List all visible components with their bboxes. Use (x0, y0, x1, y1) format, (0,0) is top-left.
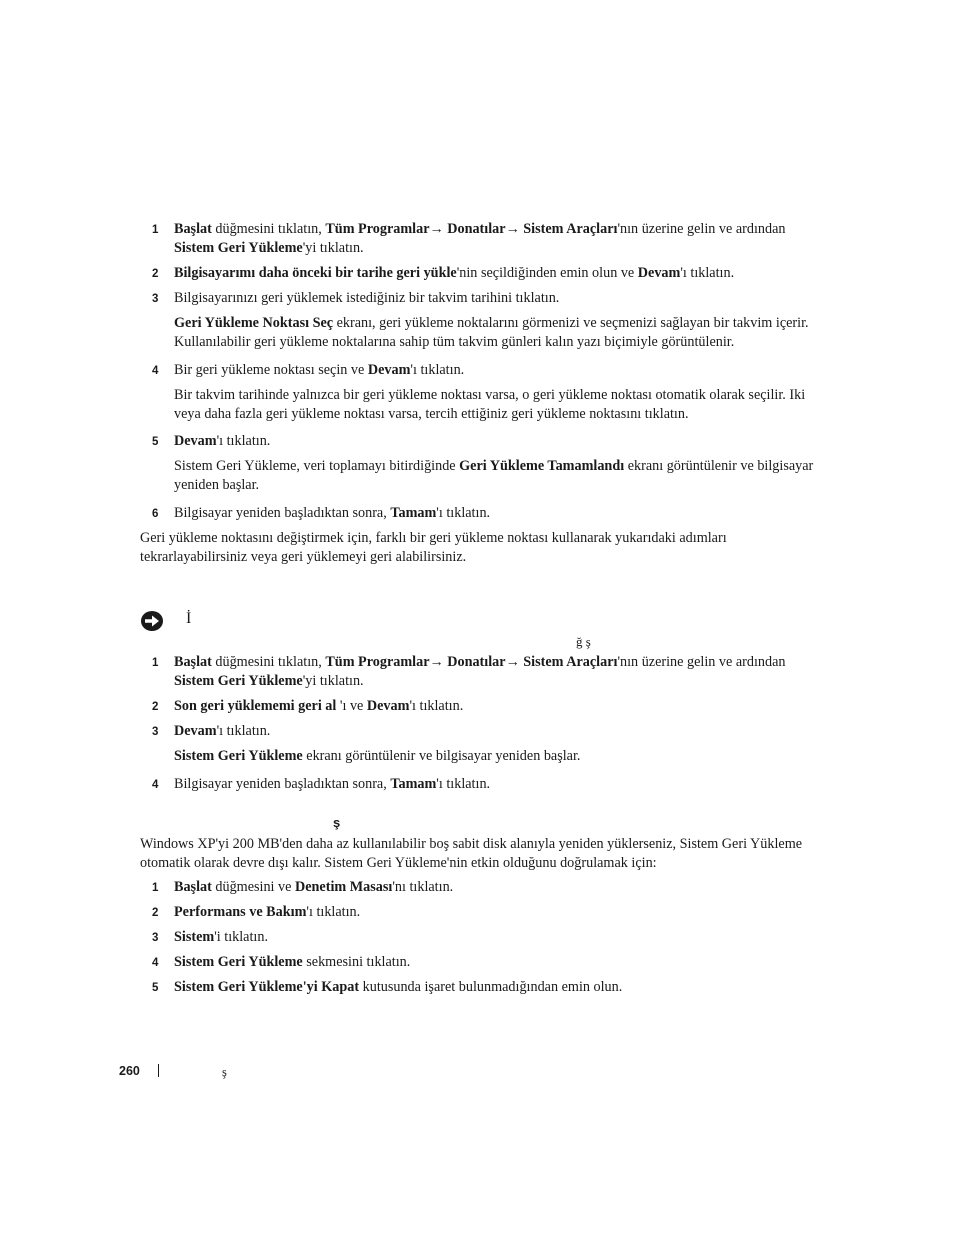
text-run: ekranı görüntülenir ve bilgisayar yeniden başlar. (302, 748, 581, 764)
bold-term: Sistem Araçları (523, 221, 618, 237)
section-heading-fragment: ş (333, 815, 341, 830)
bold-term: Sistem Araçları (523, 654, 618, 670)
text-run: 'i tıklatın. (214, 929, 268, 945)
text-run: ekranı görüntülenir ve bilgisayar yeniden başlar. (174, 458, 814, 493)
text-run: 'ı tıklatın. (436, 776, 491, 792)
list1-note-4 (174, 386, 824, 424)
bold-term: Son geri yüklememi geri al (174, 698, 340, 714)
item-number: 4 (152, 365, 159, 377)
bold-term: Başlat (174, 654, 212, 670)
item-text (174, 653, 820, 691)
list1-note-5 (174, 457, 824, 495)
text-run: düğmesini ve (211, 879, 295, 895)
text-run: → (505, 221, 524, 237)
bold-term: Performans ve Bakım (174, 904, 307, 920)
item-number: 5 (152, 436, 159, 448)
item-number: 1 (152, 882, 159, 894)
bold-term: Donatılar (447, 221, 506, 237)
bold-term: Sistem Geri Yükleme (174, 748, 303, 764)
notice-heading: İ (186, 610, 192, 627)
text-run: 'ı ve (339, 698, 367, 714)
bold-term: Tamam (390, 505, 437, 521)
item-text (174, 361, 820, 380)
text-run: 'nin seçildiğinden emin olun ve (456, 265, 638, 281)
item-text (174, 928, 820, 947)
bold-term: Başlat (174, 221, 212, 237)
bold-term: Geri Yükleme Noktası Seç (174, 315, 334, 331)
item-number: 5 (152, 982, 159, 994)
item-text (174, 722, 820, 741)
text-run: düğmesini tıklatın, (211, 654, 326, 670)
bold-term: Sistem Geri Yükleme (174, 954, 303, 970)
item-number: 6 (152, 508, 159, 520)
bold-term: Geri Yükleme Tamamlandı (459, 458, 625, 474)
item-text (174, 903, 820, 922)
item-number: 3 (152, 932, 159, 944)
text-run: düğmesini tıklatın, (211, 221, 326, 237)
item-number: 4 (152, 957, 159, 969)
text-run: 'ı tıklatın. (216, 723, 271, 739)
footer-divider (158, 1064, 159, 1077)
notice-text-fragment: ğ ş (576, 634, 591, 649)
text-run: 'yi tıklatın. (302, 240, 364, 256)
bold-term: Sistem Geri Yükleme'yi Kapat (174, 979, 360, 995)
bold-term: Devam (637, 265, 681, 281)
item-text (174, 264, 820, 283)
bold-term: Devam (174, 433, 217, 449)
item-text (174, 878, 820, 897)
text-run: Bilgisayar yeniden başladıktan sonra, (174, 505, 391, 521)
text-run: 'yi tıklatın. (302, 673, 364, 689)
item-text (174, 953, 820, 972)
item-text (174, 504, 820, 523)
text-run: Bilgisayar yeniden başladıktan sonra, (174, 776, 391, 792)
bold-term: Devam (174, 723, 217, 739)
item-number: 2 (152, 907, 159, 919)
bold-term: Denetim Masası (295, 879, 393, 895)
item-number: 4 (152, 779, 159, 791)
page-number: 260 (119, 1064, 140, 1078)
item-text (174, 697, 820, 716)
list2-note-3 (174, 747, 824, 766)
bold-term: Sistem (174, 929, 215, 945)
item-number: 3 (152, 726, 159, 738)
list1-note-3 (174, 314, 824, 352)
item-text (174, 978, 820, 997)
bold-term: Devam (366, 698, 410, 714)
text-run: Sistem Geri Yükleme, veri toplamayı bitirdiğinde (174, 458, 460, 474)
item-number: 2 (152, 701, 159, 713)
paragraph-disk-space: Windows XP'yi 200 MB'den daha az kullanılabilir boş sabit disk alanıyla yeniden yüklerseniz, Sistem Geri Yükleme otomatik olarak devre dışı kalır. Sistem Geri Yükleme'nin etkin olduğunu doğrulamak için: (140, 836, 803, 871)
item-number: 1 (152, 657, 159, 669)
item-text (174, 775, 820, 794)
item-number: 2 (152, 268, 159, 280)
notice-icon (140, 610, 164, 632)
paragraph-undo-hint: Geri yükleme noktasını değiştirmek için, farklı bir geri yükleme noktası kullanarak yukarıdaki adımları tekrarlayabilirsiniz veya geri yüklemeyi geri alabilirsiniz. (140, 530, 727, 565)
text-run: 'ı tıklatın. (409, 698, 464, 714)
text-run: 'nı tıklatın. (392, 879, 454, 895)
item-number: 3 (152, 293, 159, 305)
bold-term: Donatılar (447, 654, 506, 670)
item-text (174, 432, 820, 451)
text-run: 'ı tıklatın. (680, 265, 735, 281)
text-run: 'nın üzerine gelin ve ardından (617, 654, 786, 670)
text-run: 'ı tıklatın. (216, 433, 271, 449)
text-run: → (429, 221, 448, 237)
text-run: sekmesini tıklatın. (302, 954, 411, 970)
bold-term: Sistem Geri Yükleme (174, 240, 303, 256)
text-run: 'nın üzerine gelin ve ardından (617, 221, 786, 237)
text-run: ekranı, geri yükleme noktalarını görmenizi ve seçmenizi sağlayan bir takvim içerir. Kullanılabilir geri yükleme noktalarına sahip tüm takvim günleri kalın yazı biçimiyle görüntülenir. (174, 315, 809, 350)
text-run: Bir geri yükleme noktası seçin ve (174, 362, 368, 378)
bold-term: Tüm Programlar (325, 654, 430, 670)
item-text (174, 289, 820, 308)
bold-term: Sistem Geri Yükleme (174, 673, 303, 689)
item-number: 1 (152, 224, 159, 236)
bold-term: Başlat (174, 879, 212, 895)
text-run: 'ı tıklatın. (436, 505, 491, 521)
text-run: 'ı tıklatın. (410, 362, 465, 378)
text-run: → (429, 654, 448, 670)
text-run: Bir takvim tarihinde yalnızca bir geri yükleme noktası varsa, o geri yükleme noktası otomatik olarak seçilir. Iki veya daha fazla geri yükleme noktası varsa, tercih ettiğiniz geri yükleme noktasını tıklatın. (174, 387, 806, 422)
bold-term: Bilgisayarımı daha önceki bir tarihe geri yükle (174, 265, 457, 281)
item-text (174, 220, 820, 258)
bold-term: Devam (367, 362, 411, 378)
footer-title-fragment: ş (222, 1065, 227, 1079)
text-run: Bilgisayarınızı geri yüklemek istediğiniz bir takvim tarihini tıklatın. (174, 290, 560, 306)
bold-term: Tamam (390, 776, 437, 792)
text-run: kutusunda işaret bulunmadığından emin olun. (359, 979, 623, 995)
bold-term: Tüm Programlar (325, 221, 430, 237)
text-run: 'ı tıklatın. (306, 904, 361, 920)
text-run: → (505, 654, 524, 670)
